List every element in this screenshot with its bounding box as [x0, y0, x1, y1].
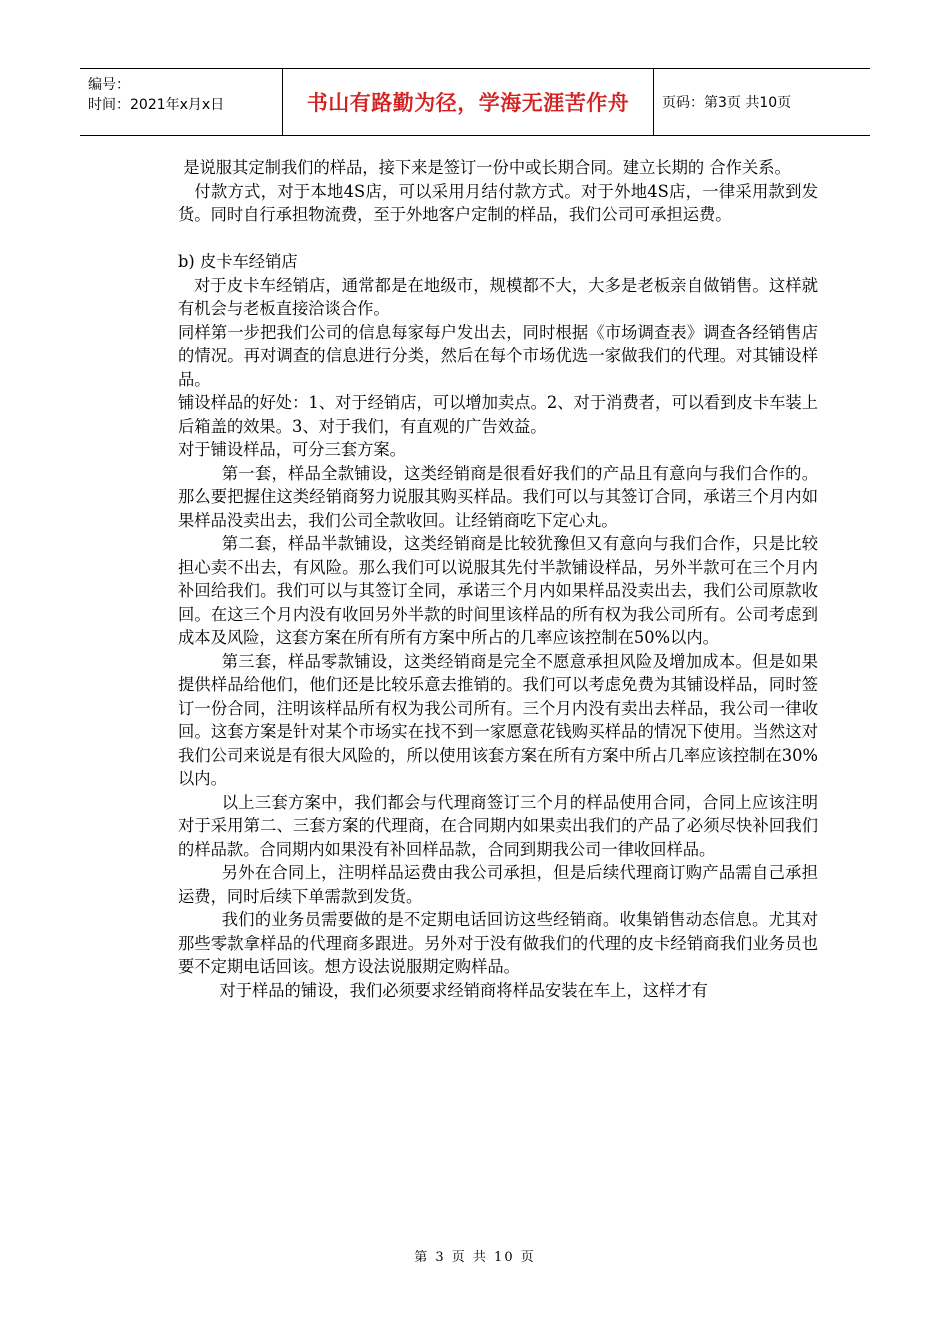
section-heading: b) 皮卡车经销店: [178, 252, 298, 271]
header-page-cell: [654, 69, 870, 135]
paragraph: 铺设样品的好处：1、对于经销店，可以增加卖点。2、对于消费者，可以看到皮卡车装上后箱盖的效果。3、对于我们，有直观的广告效益。: [178, 393, 818, 436]
paragraph: 对于铺设样品，可分三套方案。: [178, 440, 406, 459]
paragraph: 第三套，样品零款铺设，这类经销商是完全不愿意承担风险及增加成本。但是如果提供样品给他们，他们还是比较乐意去推销的。我们可以考虑免费为其铺设样品，同时签订一份合同，注明该样品所有权为我公司所有。三个月内没有卖出去样品，我公司一律收回。这套方案是针对某个市场实在找不到一家愿意花钱购买样品的情况下使用。当然这对我们公司来说是有很大风险的，所以使用该套方案在所有方案中所占几率应该控制在30%以内。: [178, 651, 819, 788]
paragraph: 对于皮卡车经销店，通常都是在地级市，规模都不大，大多是老板亲自做销售。这样就有机会与老板直接洽谈合作。: [178, 275, 818, 318]
paragraph: 付款方式，对于本地4S店，可以采用月结付款方式。对于外地4S店，一律采用款到发货。同时自行承担物流费，至于外地客户定制的样品，我们公司可承担运费。: [178, 181, 818, 224]
paragraph: 另外在合同上，注明样品运费由我公司承担，但是后续代理商订购产品需自己承担运费，同时后续下单需款到发货。: [178, 863, 819, 906]
motto-text: 书山有路勤为径，学海无涯苦作舟: [306, 91, 630, 115]
paragraph: 我们的业务员需要做的是不定期电话回访这些经销商。收集销售动态信息。尤其对那些零款拿样品的代理商多跟进。另外对于没有做我们的代理的皮卡经销商我们业务员也要不定期电话回该。想方设法说服期定购样品。: [178, 910, 819, 976]
header-motto-cell: [282, 69, 654, 135]
paragraph: 第一套，样品全款铺设，这类经销商是很看好我们的产品且有意向与我们合作的。那么要把握住这类经销商努力说服其购买样品。我们可以与其签订合同，承诺三个月内如果样品没卖出去，我们公司全款收回。让经销商吃下定心丸。: [178, 463, 819, 530]
page-footer: 第 3 页 共 10 页: [414, 1250, 536, 1265]
document-body: [178, 156, 818, 1002]
header-table: [80, 68, 870, 136]
header-info-cell: [80, 69, 282, 135]
document-time-label: 时间：2021年x月x日: [88, 97, 225, 113]
paragraph: 是说服其定制我们的样品，接下来是签订一份中或长期合同。建立长期的 合作关系。: [178, 158, 791, 177]
header-page-label: 页码：第3页 共10页: [662, 95, 792, 111]
paragraph: 同样第一步把我们公司的信息每家每户发出去，同时根据《市场调查表》调查各经销售店的情况。再对调查的信息进行分类，然后在每个市场优选一家做我们的代理。对其铺设样品。: [178, 322, 818, 389]
document-number-label: 编号：: [88, 77, 130, 93]
paragraph: 第二套，样品半款铺设，这类经销商是比较犹豫但又有意向与我们合作，只是比较担心卖不出去，有风险。那么我们可以说服其先付半款铺设样品，另外半款可在三个月内补回给我们。我们可以与其签订全同，承诺三个月内如果样品没卖出去，我们公司原款收回。在这三个月内没有收回另外半款的时间里该样品的所有权为我公司所有。公司考虑到成本及风险，这套方案在所有所有方案中所占的几率应该控制在50%以内。: [178, 534, 819, 647]
paragraph: 对于样品的铺设，我们必须要求经销商将样品安装在车上，这样才有: [178, 980, 708, 1000]
paragraph: 以上三套方案中，我们都会与代理商签订三个月的样品使用合同，合同上应该注明对于采用第二、三套方案的代理商，在合同期内如果卖出我们的产品了必须尽快补回我们的样品款。合同期内如果没有补回样品款，合同到期我公司一律收回样品。: [178, 792, 819, 859]
paragraph-gap: [178, 227, 818, 251]
